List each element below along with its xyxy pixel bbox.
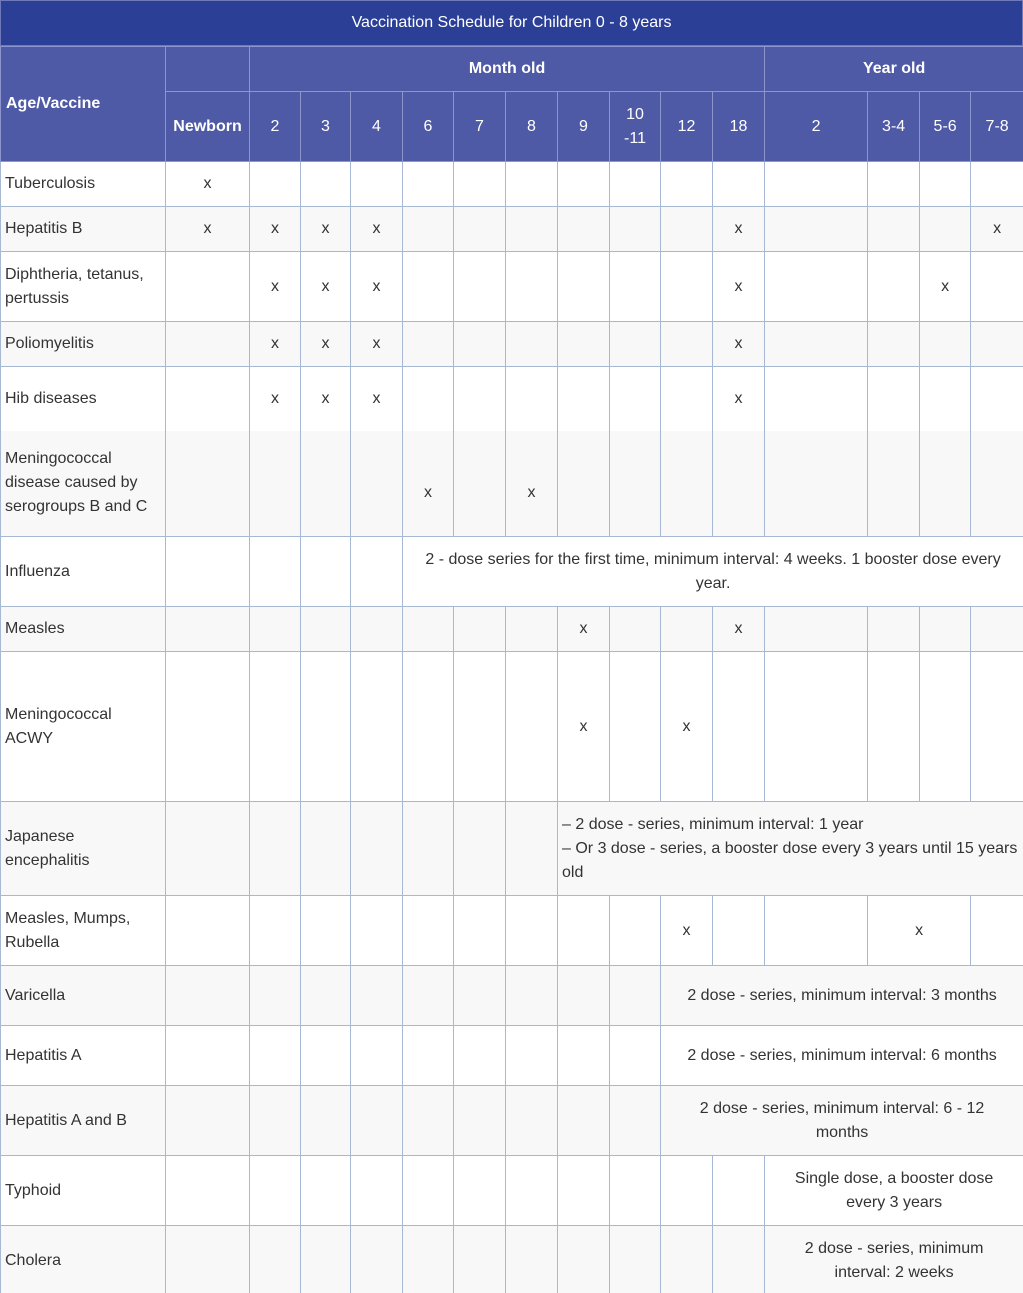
dose-mark: x bbox=[301, 322, 351, 367]
col-9m: 9 bbox=[558, 92, 610, 162]
dose-mark: x bbox=[301, 367, 351, 431]
dose-mark: x bbox=[713, 322, 765, 367]
table-row bbox=[1, 322, 1023, 367]
col-7-8y: 7-8 bbox=[971, 92, 1023, 162]
header-age-vaccine: Age/Vaccine bbox=[1, 47, 166, 162]
header-month-old: Month old bbox=[250, 47, 765, 92]
dose-mark: x bbox=[506, 431, 558, 537]
vaccine-name: Typhoid bbox=[1, 1156, 166, 1226]
table-row bbox=[1, 367, 1023, 431]
dose-mark: x bbox=[301, 207, 351, 252]
dose-mark: x bbox=[250, 367, 301, 431]
dose-note-line: – 2 dose - series, minimum interval: 1 year bbox=[562, 815, 864, 833]
header-year-old: Year old bbox=[765, 47, 1023, 92]
table-row bbox=[1, 537, 1023, 607]
vaccine-name: Japanese encephalitis bbox=[1, 802, 166, 896]
col-3m: 3 bbox=[301, 92, 351, 162]
col-newborn: Newborn bbox=[166, 92, 250, 162]
vaccine-name: Tuberculosis bbox=[1, 162, 166, 207]
dose-note: 2 dose - series, minimum interval: 2 weeks bbox=[765, 1226, 1023, 1293]
vaccine-name: Measles bbox=[1, 607, 166, 652]
dose-mark: x bbox=[920, 252, 971, 322]
dose-mark: x bbox=[971, 207, 1023, 252]
col-7m: 7 bbox=[454, 92, 506, 162]
vaccine-name: Measles, Mumps, Rubella bbox=[1, 896, 166, 966]
vaccine-name: Hepatitis A bbox=[1, 1026, 166, 1086]
dose-mark: x bbox=[713, 252, 765, 322]
dose-mark: x bbox=[713, 367, 765, 431]
schedule-table bbox=[0, 46, 1023, 1293]
col-3-4y: 3-4 bbox=[868, 92, 920, 162]
col-4m: 4 bbox=[351, 92, 403, 162]
col-8m: 8 bbox=[506, 92, 558, 162]
dose-note bbox=[558, 802, 1023, 896]
dose-mark: x bbox=[166, 207, 250, 252]
dose-mark: x bbox=[868, 896, 971, 966]
col-12m: 12 bbox=[661, 92, 713, 162]
col-5-6y: 5-6 bbox=[920, 92, 971, 162]
table-row bbox=[1, 162, 1023, 207]
vaccine-name: Varicella bbox=[1, 966, 166, 1026]
table-row bbox=[1, 252, 1023, 322]
dose-note: 2 - dose series for the first time, minimum interval: 4 weeks. 1 booster dose every year. bbox=[403, 537, 1023, 607]
dose-mark: x bbox=[250, 322, 301, 367]
vaccine-name: Hepatitis A and B bbox=[1, 1086, 166, 1156]
table-row bbox=[1, 896, 1023, 966]
col-2m: 2 bbox=[250, 92, 301, 162]
dose-mark: x bbox=[661, 652, 713, 802]
dose-mark: x bbox=[301, 252, 351, 322]
dose-mark: x bbox=[166, 162, 250, 207]
table-row bbox=[1, 1226, 1023, 1293]
col-10-11m: 10 -11 bbox=[610, 92, 661, 162]
col-2y: 2 bbox=[765, 92, 868, 162]
dose-mark: x bbox=[403, 431, 454, 537]
table-row bbox=[1, 1156, 1023, 1226]
dose-mark: x bbox=[351, 367, 403, 431]
table-title: Vaccination Schedule for Children 0 - 8 years bbox=[0, 0, 1023, 46]
table-row bbox=[1, 802, 1023, 896]
vaccine-name: Cholera bbox=[1, 1226, 166, 1293]
dose-mark: x bbox=[250, 252, 301, 322]
vaccine-name: Diphtheria, tetanus, pertussis bbox=[1, 252, 166, 322]
table-row bbox=[1, 1086, 1023, 1156]
table-row bbox=[1, 1026, 1023, 1086]
dose-mark: x bbox=[351, 322, 403, 367]
dose-mark: x bbox=[250, 207, 301, 252]
dose-note: 2 dose - series, minimum interval: 6 - 12 months bbox=[661, 1086, 1023, 1156]
vaccine-name: Influenza bbox=[1, 537, 166, 607]
dose-mark: x bbox=[558, 652, 610, 802]
vaccine-name: Poliomyelitis bbox=[1, 322, 166, 367]
table-row bbox=[1, 431, 1023, 537]
dose-note: 2 dose - series, minimum interval: 3 months bbox=[661, 966, 1023, 1026]
col-6m: 6 bbox=[403, 92, 454, 162]
header-empty bbox=[166, 47, 250, 92]
dose-note: 2 dose - series, minimum interval: 6 months bbox=[661, 1026, 1023, 1086]
dose-mark: x bbox=[661, 896, 713, 966]
vaccine-name: Hepatitis B bbox=[1, 207, 166, 252]
dose-mark: x bbox=[558, 607, 610, 652]
table-row bbox=[1, 607, 1023, 652]
table-row bbox=[1, 652, 1023, 802]
table-row bbox=[1, 207, 1023, 252]
dose-mark: x bbox=[351, 207, 403, 252]
dose-note-line: – Or 3 dose - series, a booster dose every 3 years until 15 years old bbox=[562, 839, 1018, 881]
dose-mark: x bbox=[713, 207, 765, 252]
vaccine-name: Meningococcal disease caused by serogroups B and C bbox=[1, 431, 166, 537]
vaccine-name: Hib diseases bbox=[1, 367, 166, 431]
dose-mark: x bbox=[713, 607, 765, 652]
dose-note: Single dose, a booster dose every 3 years bbox=[765, 1156, 1023, 1226]
vaccine-name: Meningococcal ACWY bbox=[1, 652, 166, 802]
table-row bbox=[1, 966, 1023, 1026]
dose-mark: x bbox=[351, 252, 403, 322]
col-18m: 18 bbox=[713, 92, 765, 162]
